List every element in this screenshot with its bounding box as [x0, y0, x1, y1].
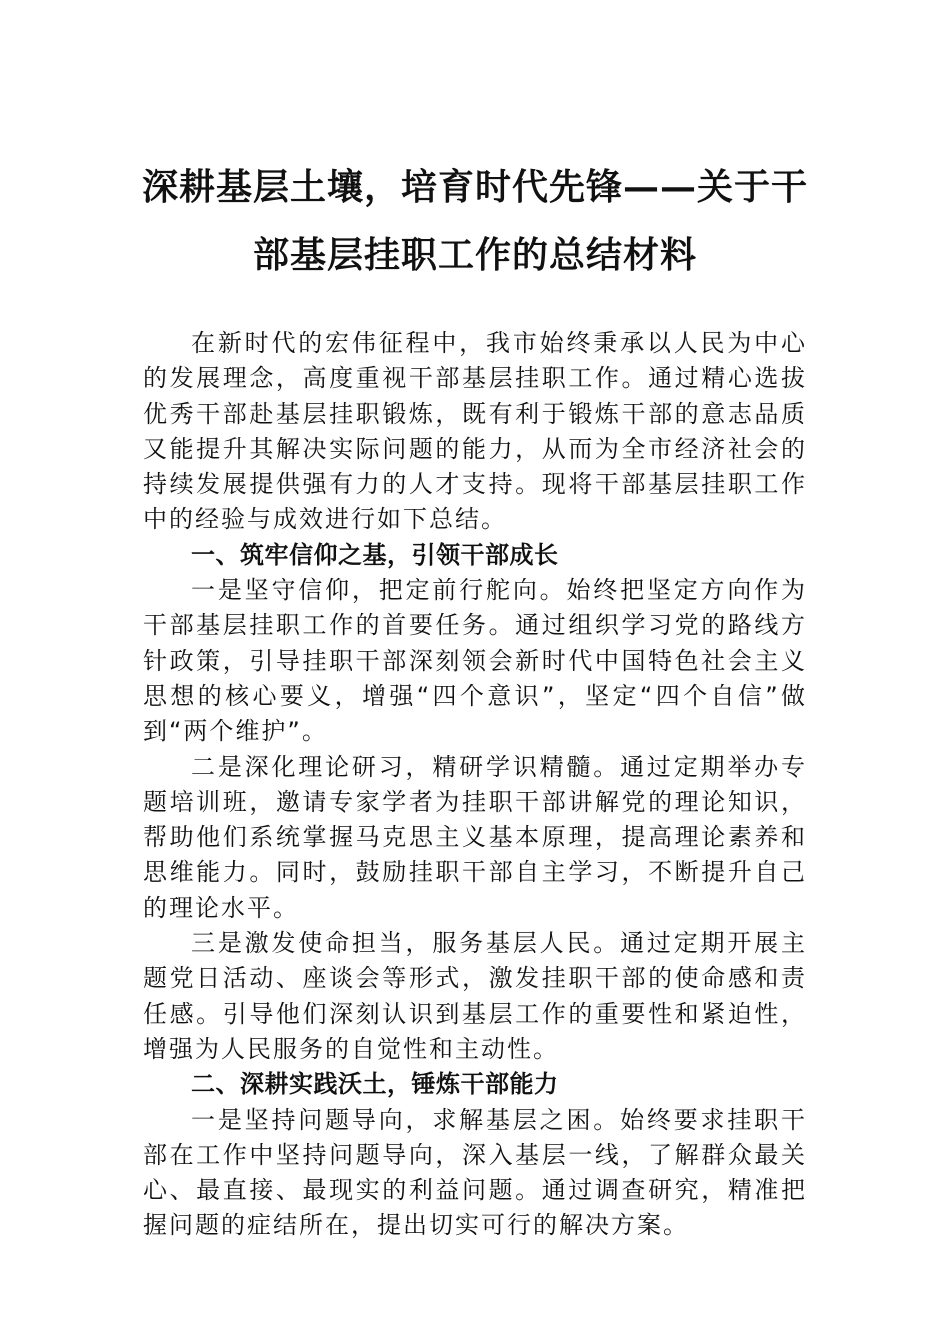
document-body: [143, 326, 807, 1244]
document-title-line-1: 深耕基层土壤，培育时代先锋——关于干: [141, 166, 808, 208]
body-paragraph: 一是坚持问题导向，求解基层之困。始终要求挂职干部在工作中坚持问题导向，深入基层一线，了解群众最关心、最直接、最现实的利益问题。通过调查研究，精准把握问题的症结所在，提出切实可行的解决方案。: [143, 1105, 807, 1240]
section-heading: 二、深耕实践沃土，锤炼干部能力: [191, 1070, 559, 1099]
intro-paragraph: 在新时代的宏伟征程中，我市始终秉承以人民为中心的发展理念，高度重视干部基层挂职工作。通过精心选拔优秀干部赴基层挂职锻炼，既有利于锻炼干部的意志品质又能提升其解决实际问题的能力，从而为全市经济社会的持续发展提供强有力的人才支持。现将干部基层挂职工作中的经验与成效进行如下总结。: [143, 329, 807, 534]
section-heading: 一、筑牢信仰之基，引领干部成长: [191, 540, 559, 569]
body-paragraph: 一是坚守信仰，把定前行舵向。始终把坚定方向作为干部基层挂职工作的首要任务。通过组织学习党的路线方针政策，引导挂职干部深刻领会新时代中国特色社会主义思想的核心要义，增强“四个意识”，坚定“四个自信”做到“两个维护”。: [143, 576, 807, 746]
body-paragraph: 二是深化理论研习，精研学识精髓。通过定期举办专题培训班，邀请专家学者为挂职干部讲解党的理论知识，帮助他们系统掌握马克思主义基本原理，提高理论素养和思维能力。同时，鼓励挂职干部自主学习，不断提升自己的理论水平。: [143, 752, 807, 922]
document-title-line-2: 部基层挂职工作的总结材料: [252, 234, 697, 276]
body-paragraph: 三是激发使命担当，服务基层人民。通过定期开展主题党日活动、座谈会等形式，激发挂职干部的使命感和责任感。引导他们深刻认识到基层工作的重要性和紧迫性，增强为人民服务的自觉性和主动性。: [143, 929, 807, 1063]
